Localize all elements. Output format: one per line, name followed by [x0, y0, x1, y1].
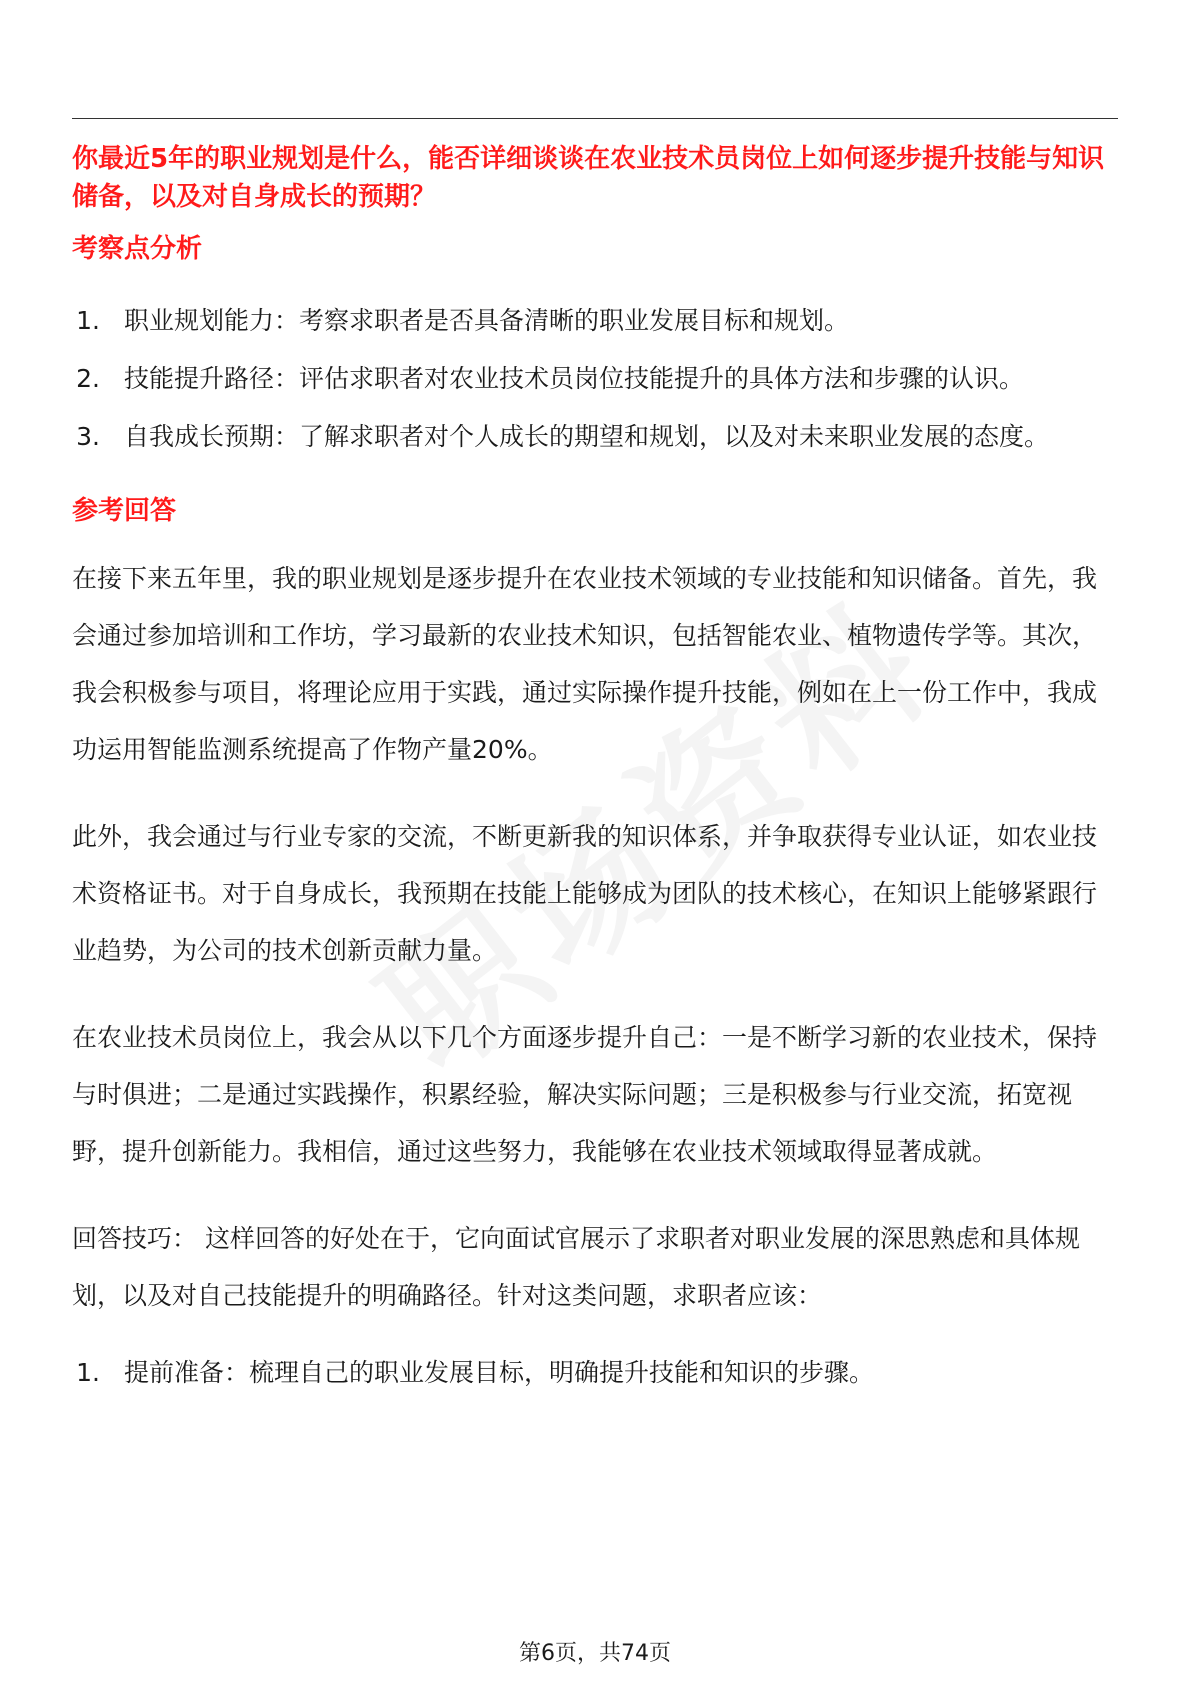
list-number: 3. [76, 422, 100, 451]
answer-tips-paragraph: 回答技巧： 这样回答的好处在于，它向面试官展示了求职者对职业发展的深思熟虑和具体规划，以及对自己技能提升的明确路径。针对这类问题，求职者应该： [72, 1224, 1080, 1310]
answer-paragraph: 在接下来五年里，我的职业规划是逐步提升在农业技术领域的专业技能和知识储备。首先，我会通过参加培训和工作坊，学习最新的农业技术知识，包括智能农业、植物遗传学等。其次，我会积极参与项目，将理论应用于实践，通过实际操作提升技能，例如在上一份工作中，我成功运用智能监测系统提高了作物产量20%。 [72, 564, 1098, 764]
list-item [72, 408, 1118, 466]
answer-paragraph: 在农业技术员岗位上，我会从以下几个方面逐步提升自己：一是不断学习新的农业技术，保持与时俱进；二是通过实践操作，积累经验，解决实际问题；三是积极参与行业交流，拓宽视野，提升创新能力。我相信，通过这些努力，我能够在农业技术领域取得显著成就。 [72, 1023, 1098, 1166]
list-text: 提前准备：梳理自己的职业发展目标，明确提升技能和知识的步骤。 [124, 1358, 875, 1387]
list-item [72, 1344, 1118, 1402]
tips-list [72, 1344, 1118, 1402]
answer-paragraph: 此外，我会通过与行业专家的交流，不断更新我的知识体系，并争取获得专业认证，如农业技术资格证书。对于自身成长，我预期在技能上能够成为团队的技术核心，在知识上能够紧跟行业趋势，为公司的技术创新贡献力量。 [72, 822, 1098, 965]
interview-question: 你最近5年的职业规划是什么，能否详细谈谈在农业技术员岗位上如何逐步提升技能与知识储备，以及对自身成长的预期？ [72, 144, 1105, 212]
header-rule [72, 118, 1118, 119]
list-text: 技能提升路径：评估求职者对农业技术员岗位技能提升的具体方法和步骤的认识。 [124, 364, 1025, 393]
list-text: 自我成长预期：了解求职者对个人成长的期望和规划，以及对未来职业发展的态度。 [124, 422, 1050, 451]
list-text: 职业规划能力：考察求职者是否具备清晰的职业发展目标和规划。 [124, 306, 850, 335]
list-number: 1. [76, 1358, 100, 1387]
reference-title: 参考回答 [72, 496, 177, 526]
list-number: 1. [76, 306, 100, 335]
analysis-list [72, 292, 1118, 466]
page-number-footer: 第6页，共74页 [519, 1641, 671, 1666]
analysis-title: 考察点分析 [72, 234, 203, 264]
list-number: 2. [76, 364, 100, 393]
list-item [72, 350, 1118, 408]
list-item [72, 292, 1118, 350]
content [72, 140, 1118, 1402]
